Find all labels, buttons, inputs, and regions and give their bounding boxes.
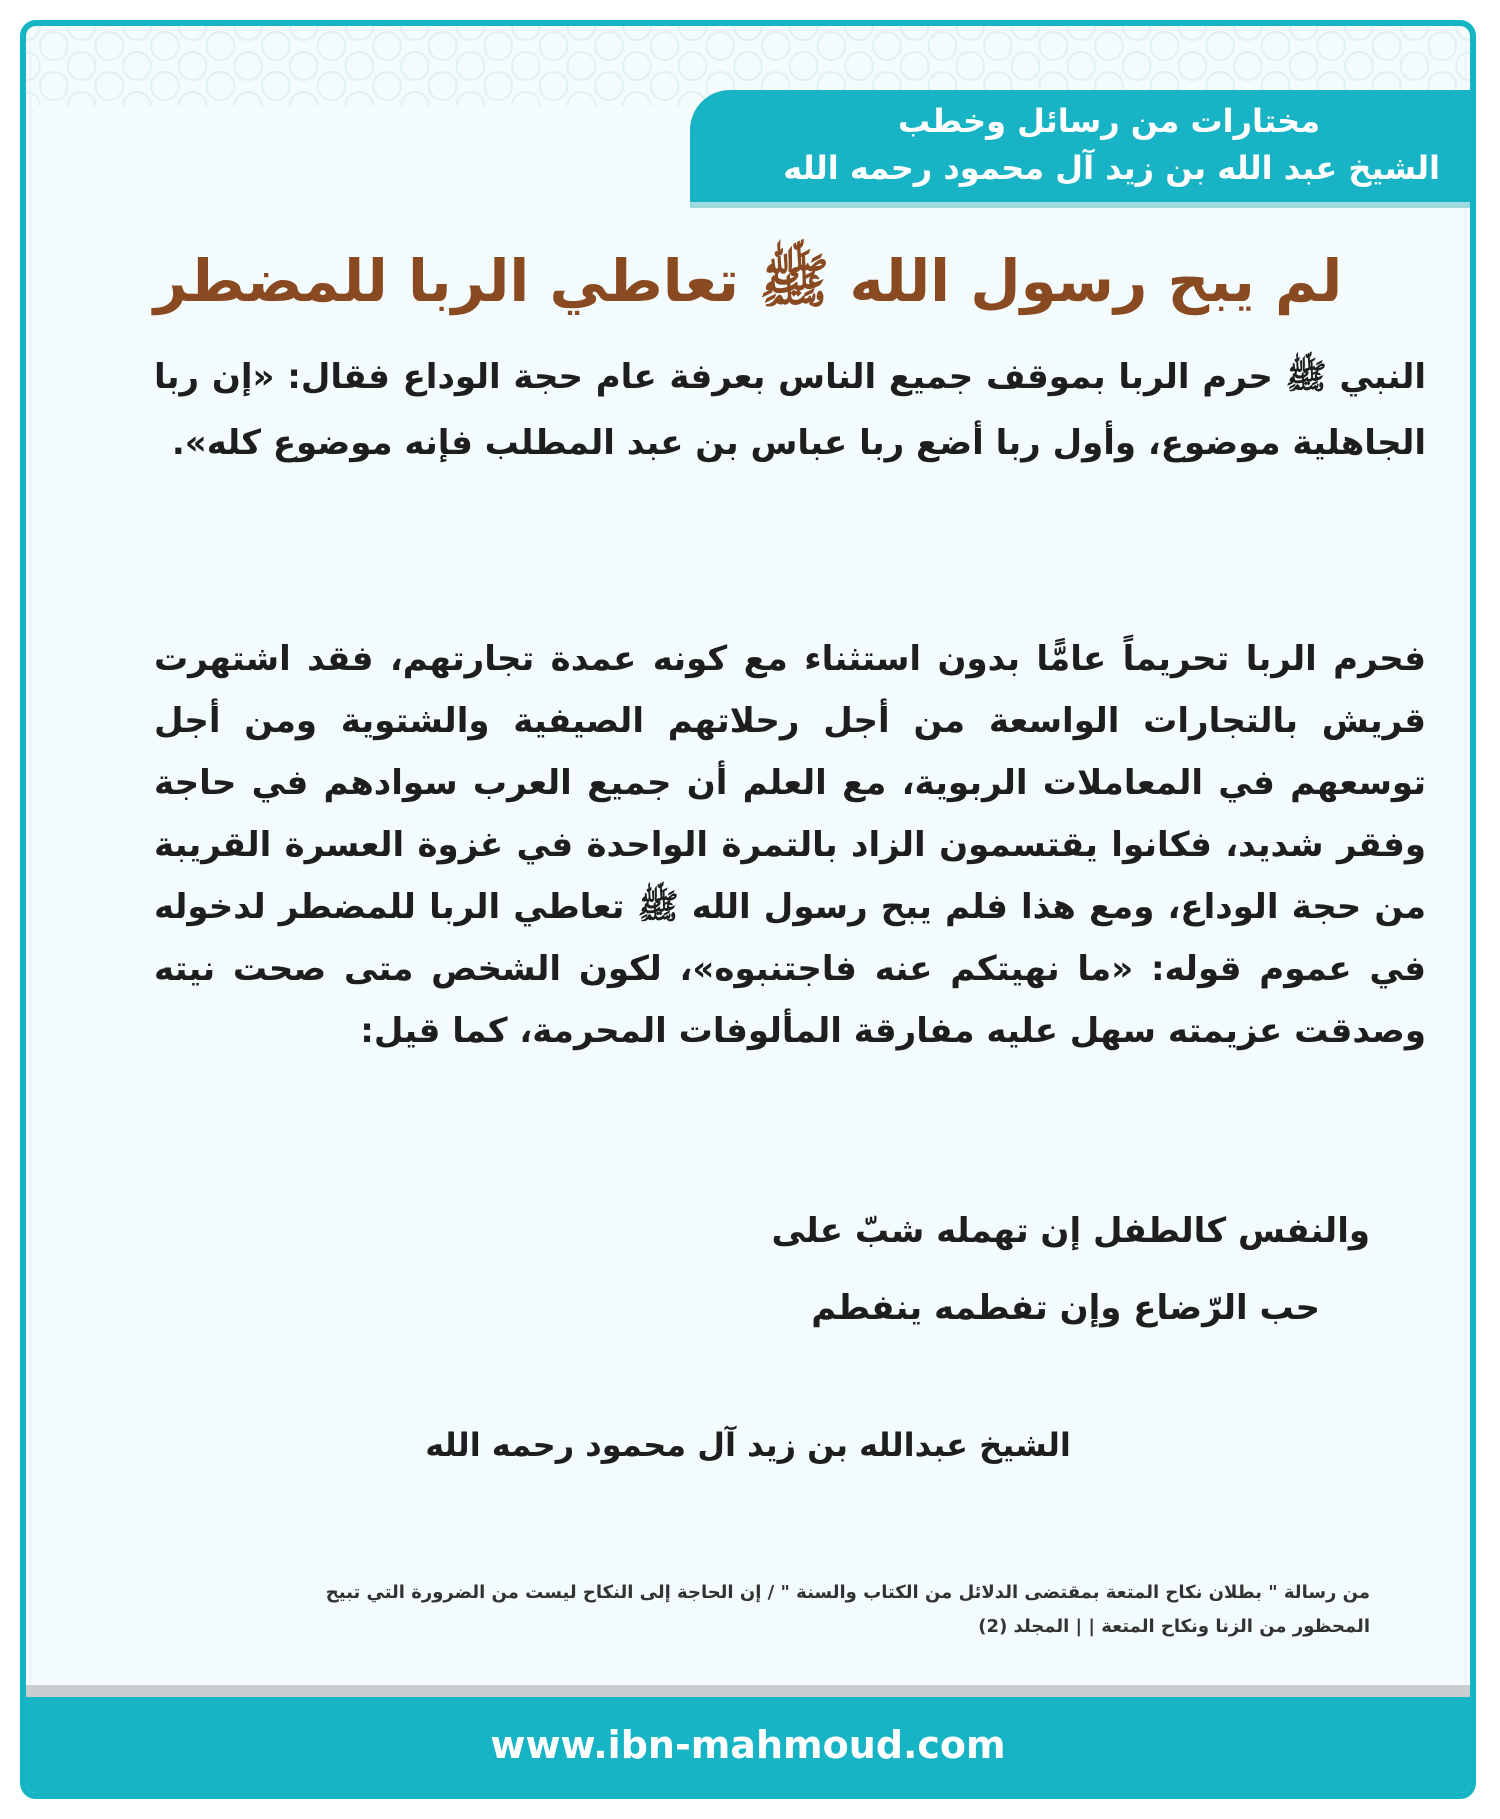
page-title: لم يبح رسول الله ﷺ تعاطي الربا للمضطر [153,247,1343,315]
website-link[interactable]: www.ibn-mahmoud.com [490,1723,1006,1767]
poster-frame [20,20,1476,1799]
source-line-1: من رسالة " بطلان نكاح المتعة بمقتضى الدلائل من الكتاب والسنة " / إن الحاجة إلى النكاح ليست من الضرورة التي تبيح [325,1582,1370,1603]
header-band [690,90,1470,202]
verse-line-2: حب الرّضاع وإن تفطمه ينفطم [811,1288,1320,1328]
author-signature: الشيخ عبدالله بن زيد آل محمود رحمه الله [425,1426,1071,1464]
header-line-1: مختارات من رسائل وخطب [897,102,1320,140]
paragraph-2: فحرم الربا تحريماً عامًّا بدون استثناء مع كونه عمدة تجارتهم، فقد اشتهرت قريش بالتجارات الواسعة من أجل رحلاتهم الصيفية والشتوية ومن أجل توسعهم في المعاملات الربوية، مع العلم أن جميع العرب سوادهم في حاجة وفقر شديد، فكانوا يقتسمون الزاد بالتمرة الواحدة في غزوة العسرة القريبة من حجة الوداع، ومع هذا فلم يبح رسول الله ﷺ تعاطي الربا للمضطر لدخوله في عموم قوله: «ما نهيتكم عنه فاجتنبوه»، لكون الشخص متى صحت نيته وصدقت عزيمته سهل عليه مفارقة المألوفات المحرمة، كما قيل: [154,639,1426,1051]
verse-line-1: والنفس كالطفل إن تهمله شبّ على [771,1211,1370,1251]
footer-bar [26,1697,1470,1793]
header-line-2: الشيخ عبد الله بن زيد آل محمود رحمه الله [783,149,1440,187]
source-citation [126,1576,1370,1644]
footer-divider [26,1685,1470,1697]
source-line-2: المحظور من الزنا ونكاح المتعة | | المجلد (2) [978,1616,1370,1637]
paragraph-1: النبي ﷺ حرم الربا بموقف جميع الناس بعرفة عام حجة الوداع فقال: «إن ربا الجاهلية موضوع، وأول ربا أضع ربا عباس بن عبد المطلب فإنه موضوع كله». [154,357,1426,463]
